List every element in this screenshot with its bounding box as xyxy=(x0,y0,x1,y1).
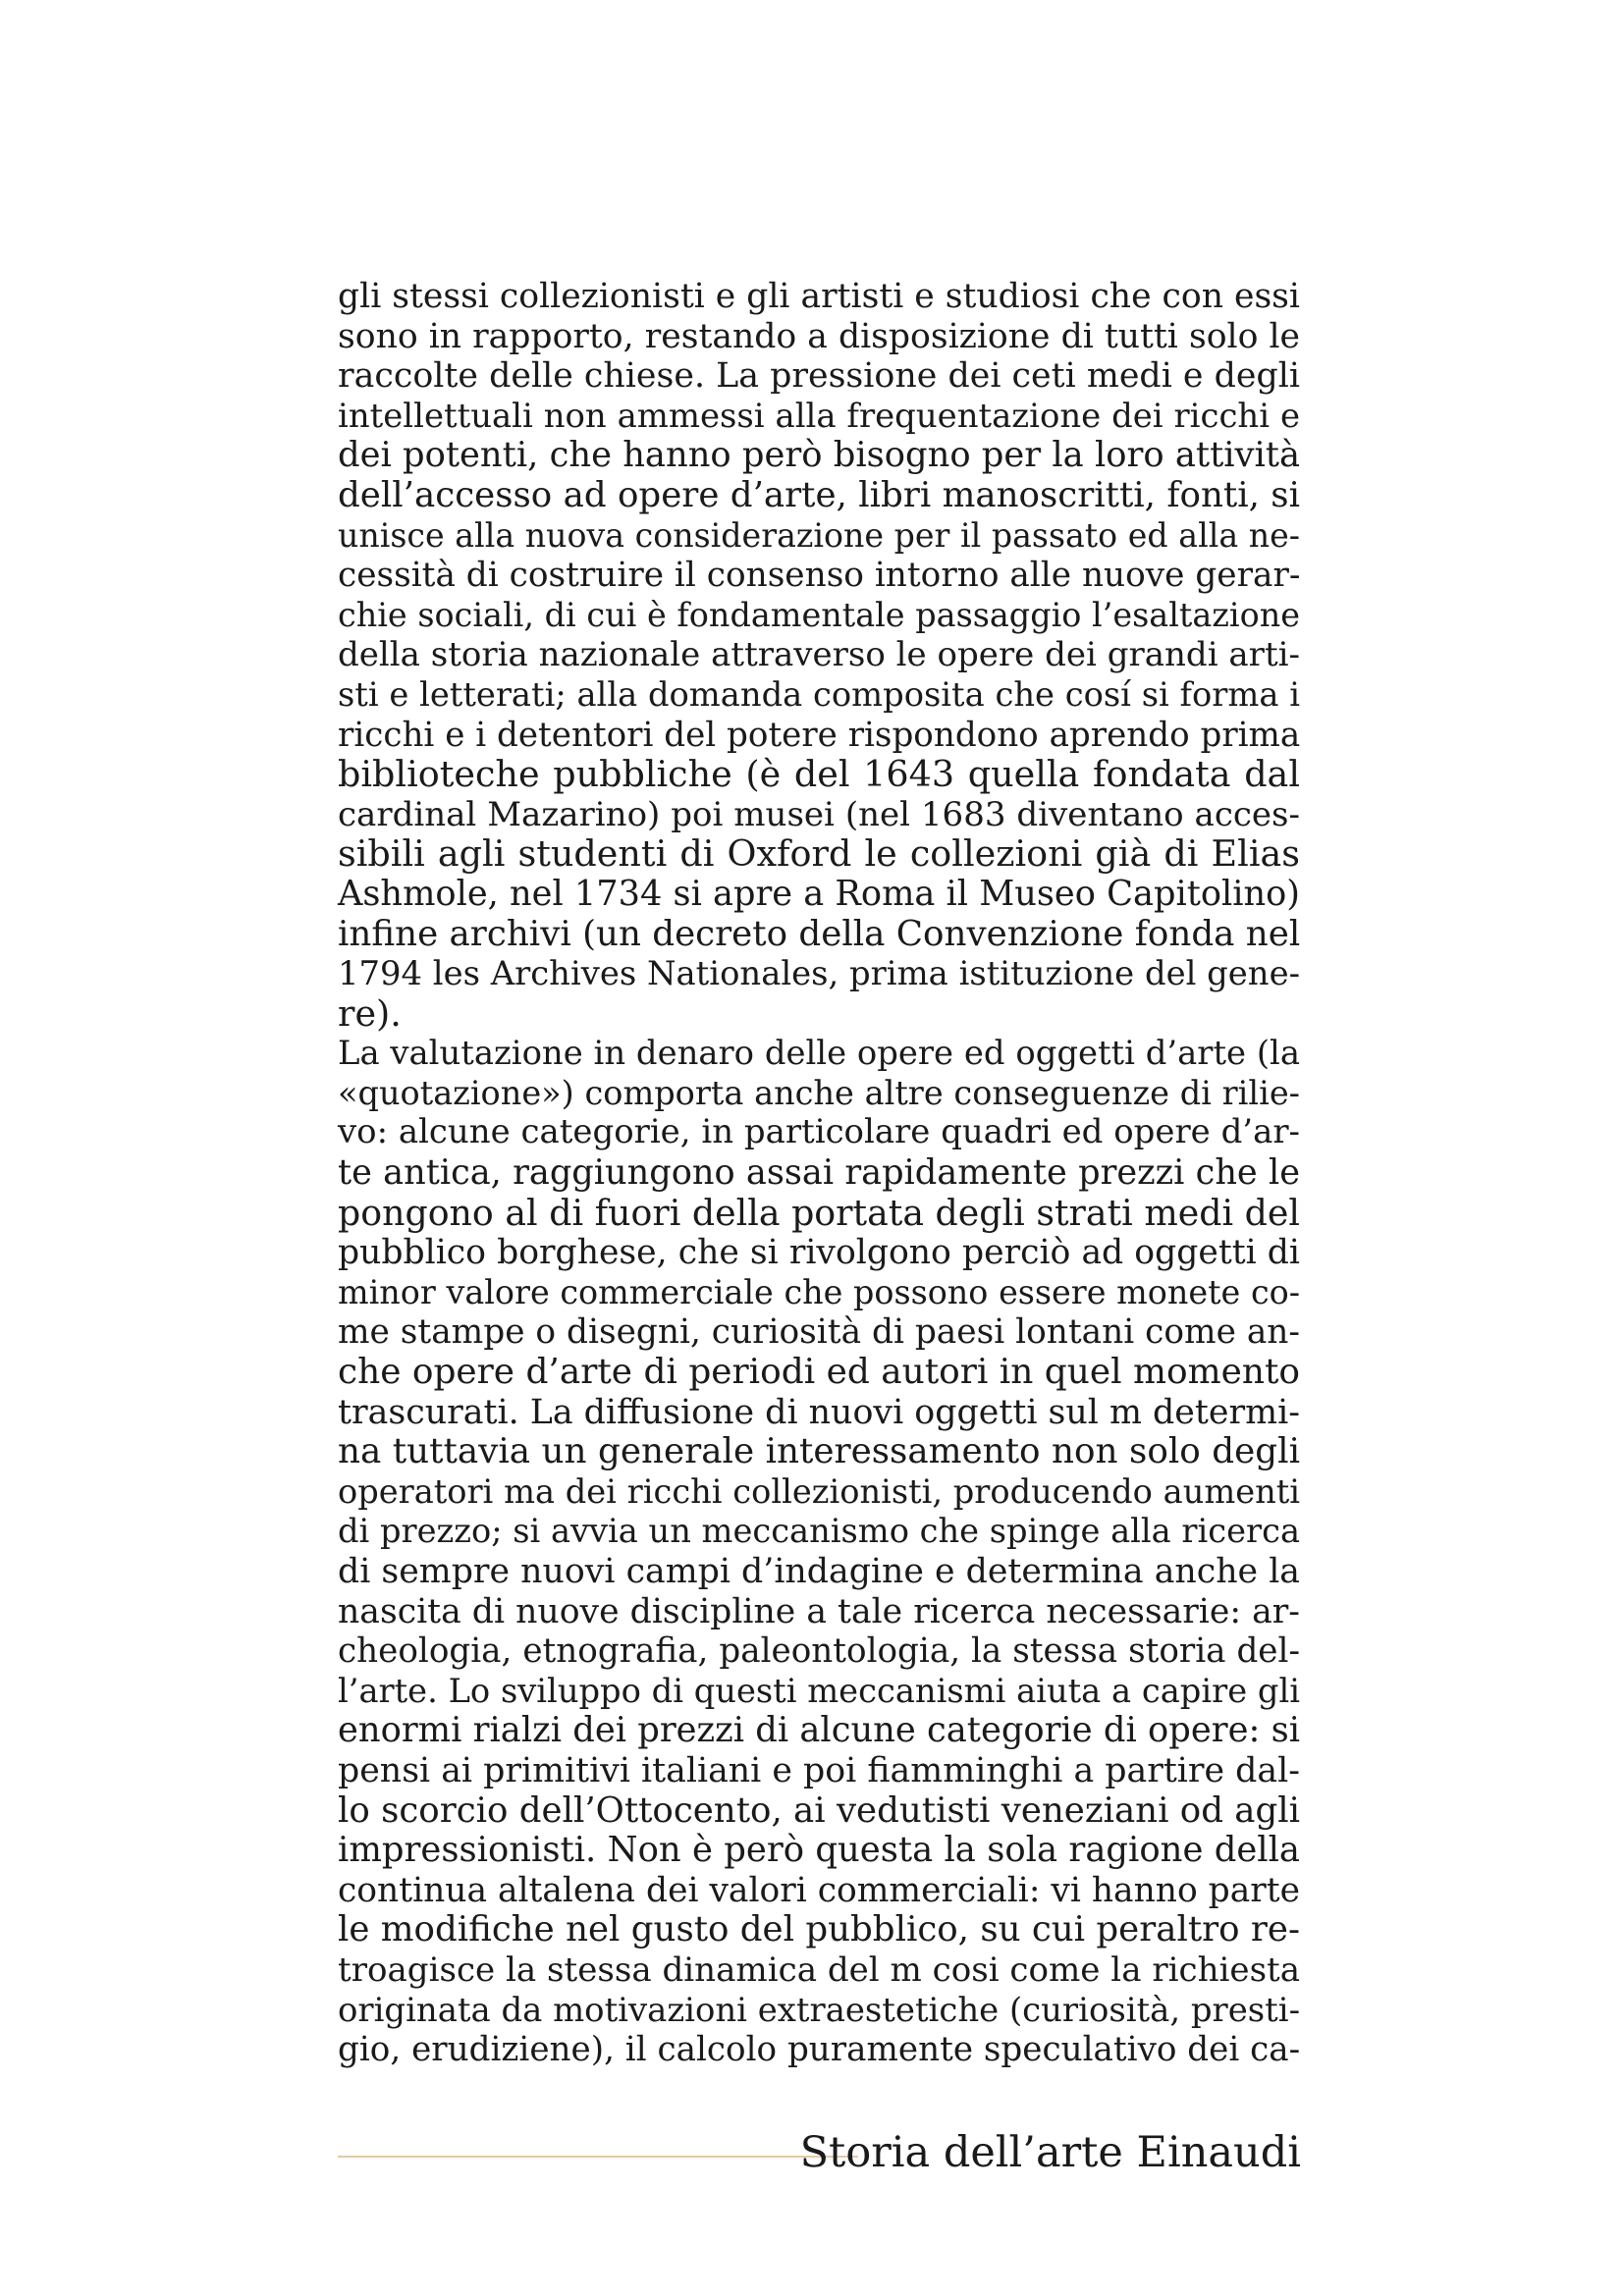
text-line: enormi rialzi dei prezzi di alcune categorie di opere: si xyxy=(338,1710,1300,1751)
text-line: te antica, raggiungono assai rapidamente prezzi che le xyxy=(338,1152,1300,1194)
text-line: La valutazione in denaro delle opere ed oggetti d’arte (la xyxy=(338,1034,1300,1073)
text-line: cheologia, etnografia, paleontologia, la stessa storia del- xyxy=(338,1631,1300,1672)
text-line: na tuttavia un generale interessamento non solo degli xyxy=(338,1431,1300,1472)
text-line: vo: alcune categorie, in particolare quadri ed opere d’ar- xyxy=(338,1113,1300,1152)
text-line: troagisce la stessa dinamica del m cosi come la richiesta xyxy=(338,1949,1301,1990)
text-line: di sempre nuovi campi d’indagine e determina anche la xyxy=(338,1552,1300,1591)
text-line: me stampe o disegni, curiosità di paesi lontani come an- xyxy=(338,1312,1300,1353)
text-line: biblioteche pubbliche (è del 1643 quella fondata dal xyxy=(338,753,1300,796)
text-line: cardinal Mazarino) poi musei (nel 1683 diventano acces- xyxy=(338,794,1300,834)
footer-rule xyxy=(338,2156,858,2158)
text-line: pongono al di fuori della portata degli strati medi del xyxy=(338,1191,1300,1234)
text-line: trascurati. La diffusione di nuovi oggetti sul m determi- xyxy=(338,1392,1300,1432)
text-line: dei potenti, che hanno però bisogno per la loro attività xyxy=(338,435,1300,476)
body-text xyxy=(338,277,1300,2070)
text-line: continua altalena dei valori commerciali: vi hanno parte xyxy=(338,1870,1300,1910)
text-line: lo scorcio dell’Ottocento, ai vedutisti veneziani od agli xyxy=(338,1789,1301,1831)
text-line: Ashmole, nel 1734 si apre a Roma il Museo Capitolino) xyxy=(338,873,1300,914)
text-line: intellettuali non ammessi alla frequentazione dei ricchi e xyxy=(338,396,1300,435)
text-line: l’arte. Lo sviluppo di questi meccanismi aiuta a capire gli xyxy=(338,1671,1300,1710)
text-line: sono in rapporto, restando a disposizione di tutti solo le xyxy=(338,316,1300,356)
text-line: unisce alla nuova considerazione per il passato ed alla ne- xyxy=(338,515,1300,555)
text-line: operatori ma dei ricchi collezionisti, producendo aumenti xyxy=(338,1471,1300,1511)
text-line: della storia nazionale attraverso le opere dei grandi arti- xyxy=(338,635,1300,675)
text-line: cessità di costruire il consenso intorno alle nuove gerar- xyxy=(338,556,1301,596)
text-line: pubblico borghese, che si rivolgono perciò ad oggetti di xyxy=(338,1233,1300,1273)
text-line: nascita di nuove discipline a tale ricerca necessarie: ar- xyxy=(338,1591,1300,1631)
text-line: re). xyxy=(338,991,402,1035)
text-line: dell’accesso ad opere d’arte, libri manoscritti, fonti, si xyxy=(338,474,1300,515)
text-line: chie sociali, di cui è fondamentale passaggio l’esaltazione xyxy=(338,595,1300,634)
text-line: sibili agli studenti di Oxford le collezioni già di Elias xyxy=(338,832,1300,876)
text-line: impressionisti. Non è però questa la sola ragione della xyxy=(338,1830,1300,1871)
text-line: che opere d’arte di periodi ed autori in quel momento xyxy=(338,1352,1300,1393)
text-line: ricchi e i detentori del potere rispondono aprendo prima xyxy=(338,715,1301,755)
text-line: gio, erudiziene), il calcolo puramente speculativo dei ca- xyxy=(338,2030,1301,2070)
text-line: minor valore commerciale che possono essere monete co- xyxy=(338,1272,1300,1311)
text-line: 1794 les Archives Nationales, prima istituzione del gene- xyxy=(338,954,1300,993)
text-line: sti e letterati; alla domanda composita che cosí si forma i xyxy=(338,674,1300,714)
text-line: «quotazione») comporta anche altre conseguenze di rilie- xyxy=(338,1073,1300,1112)
text-line: originata da motivazioni extraestetiche (curiosità, presti- xyxy=(338,1990,1301,2029)
text-line: pensi ai primitivi italiani e poi fiamminghi a partire dal- xyxy=(338,1750,1300,1790)
text-line: infine archivi (un decreto della Convenzione fonda nel xyxy=(338,913,1301,954)
text-line: gli stessi collezionisti e gli artisti e studiosi che con essi xyxy=(338,277,1300,316)
text-line: di prezzo; si avvia un meccanismo che spinge alla ricerca xyxy=(338,1512,1300,1551)
footer-title: Storia dell’arte Einaudi xyxy=(799,2128,1301,2177)
text-line: le modifiche nel gusto del pubblico, su cui peraltro re- xyxy=(338,1909,1300,1950)
text-line: raccolte delle chiese. La pressione dei ceti medi e degli xyxy=(338,356,1300,397)
